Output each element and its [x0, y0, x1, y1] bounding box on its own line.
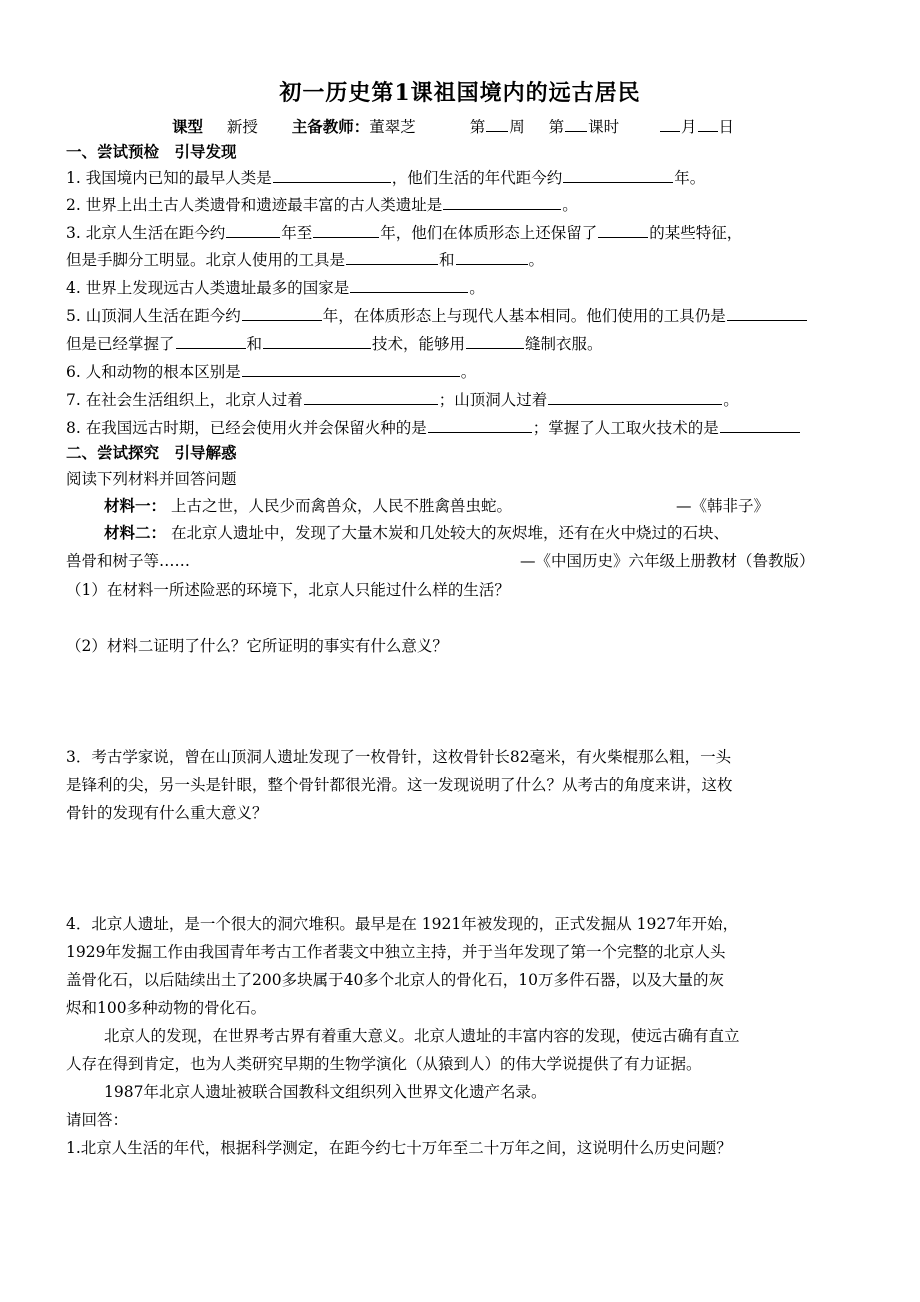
- q5b-blank-3[interactable]: [466, 333, 524, 349]
- teacher-value: 董翠芝: [369, 118, 416, 136]
- q8-blank-1[interactable]: [428, 417, 532, 433]
- page-title: 初一历史第1课祖国境内的远古居民: [279, 80, 641, 106]
- q2-blank-1[interactable]: [443, 194, 561, 210]
- reading-intro: 阅读下列材料并回答问题: [66, 470, 237, 488]
- q3-text-d: 的某些特征，: [649, 224, 743, 242]
- explore-question-1: （1）在材料一所述险恶的环境下，北京人只能过什么样的生活？: [66, 581, 510, 599]
- question-3-line-3: 骨针的发现有什么重大意义？: [66, 804, 268, 822]
- material-2-text: 在北京人遗址中，发现了大量木炭和几处较大的灰烬堆，还有在火中烧过的石块、: [166, 524, 729, 542]
- q3-blank-2[interactable]: [313, 222, 379, 238]
- week-blank[interactable]: [486, 116, 508, 132]
- question-7: [66, 389, 739, 411]
- section2-heading: 二、尝试探究 引导解惑: [66, 443, 237, 462]
- q5-text-b: 年，在体质形态上与现代人基本相同。他们使用的工具仍是: [322, 307, 726, 325]
- q8-text-b: ；掌握了人工取火技术的是: [532, 419, 719, 437]
- question-2: [66, 194, 578, 216]
- material-1: [104, 495, 512, 517]
- q3-text-c: 年，他们在体质形态上还保留了: [380, 224, 598, 242]
- type-label: 课型: [172, 117, 204, 136]
- q5-blank-2[interactable]: [727, 305, 807, 321]
- question-3-cont: [66, 249, 544, 271]
- passage-4-line-1: 4．北京人遗址，是一个很大的洞穴堆积。最早是在 1921年被发现的，正式发掘从 1927年开始，: [66, 915, 739, 933]
- final-question-1: 1.北京人生活的年代，根据科学测定，在距今约七十万年至二十万年之间，这说明什么历史问题？: [66, 1139, 732, 1157]
- q4-text-a: 4. 世界上发现远古人类遗址最多的国家是: [66, 279, 350, 297]
- material-2: [104, 522, 729, 544]
- q7-text-c: 。: [723, 391, 739, 409]
- q3b-text-c: 。: [528, 251, 545, 269]
- q5b-text-d: 缝制衣服。: [525, 335, 603, 353]
- q1-text-a: 1. 我国境内已知的最早人类是: [66, 169, 272, 187]
- question-5-cont: [66, 333, 603, 355]
- week-pre: 第: [469, 118, 486, 136]
- day-label: 日: [718, 118, 735, 136]
- q7-blank-2[interactable]: [548, 389, 722, 405]
- passage-4-line-4: 烬和100多种动物的骨化石。: [66, 999, 267, 1017]
- q3b-text-a: 但是手脚分工明显。北京人使用的工具是: [66, 251, 346, 269]
- material-2-label: 材料二：: [104, 523, 167, 542]
- question-3-line-1: 3．考古学家说，曾在山顶洞人遗址发现了一枚骨针，这枚骨针长82毫米，有火柴棍那么粗，一头: [66, 748, 732, 766]
- q4-blank-1[interactable]: [350, 277, 468, 293]
- q3b-blank-2[interactable]: [456, 249, 528, 265]
- period-blank[interactable]: [565, 116, 587, 132]
- q3-text-a: 3. 北京人生活在距今约: [66, 224, 226, 242]
- q4-text-b: 。: [469, 279, 485, 297]
- month-label: 月: [681, 118, 697, 136]
- q2-text-a: 2. 世界上出土古人类遗骨和遗迹最丰富的古人类遗址是: [66, 196, 443, 214]
- type-value: 新授: [226, 118, 258, 136]
- q5-blank-1[interactable]: [242, 305, 322, 321]
- week-post: 周: [509, 118, 525, 136]
- q5b-text-a: 但是已经掌握了: [66, 335, 175, 353]
- month-blank[interactable]: [660, 116, 680, 132]
- q5-text-a: 5. 山顶洞人生活在距今约: [66, 307, 241, 325]
- q3-blank-3[interactable]: [598, 222, 648, 238]
- question-6: [66, 361, 476, 383]
- q5b-blank-1[interactable]: [176, 333, 246, 349]
- explore-question-2: （2）材料二证明了什么？它所证明的事实有什么意义？: [66, 637, 448, 655]
- q7-text-a: 7. 在社会生活组织上，北京人过着: [66, 391, 303, 409]
- question-1: [66, 167, 705, 189]
- material-2-text-cont: 兽骨和树子等……: [66, 552, 191, 570]
- q1-blank-2[interactable]: [563, 167, 673, 183]
- passage-4-line-3: 盖骨化石，以后陆续出土了200多块属于40多个北京人的骨化石，10万多件石器，以及大量的灰: [66, 971, 725, 989]
- lesson-meta: [172, 116, 734, 138]
- q5b-blank-2[interactable]: [263, 333, 371, 349]
- passage-4-line-2: 1929年发掘工作由我国青年考古工作者裴文中独立主持，并于当年发现了第一个完整的北京人头: [66, 943, 726, 961]
- q7-text-b: ；山顶洞人过着: [438, 391, 548, 409]
- passage-para-2-line-2: 人存在得到肯定，也为人类研究早期的生物学演化（从猿到人）的伟大学说提供了有力证据。: [66, 1055, 702, 1073]
- question-4: [66, 277, 485, 299]
- q5b-text-c: 技术，能够用: [372, 335, 466, 353]
- passage-para-3: 1987年北京人遗址被联合国教科文组织列入世界文化遗产名录。: [104, 1083, 547, 1101]
- q1-blank-1[interactable]: [273, 167, 391, 183]
- question-5: [66, 305, 808, 327]
- q3-blank-1[interactable]: [226, 222, 280, 238]
- period-post: 课时: [588, 118, 620, 136]
- q2-text-b: 。: [562, 196, 578, 214]
- answer-prompt: 请回答：: [66, 1111, 129, 1129]
- question-8: [66, 417, 801, 439]
- q6-text-b: 。: [460, 363, 477, 381]
- q6-text-a: 6. 人和动物的根本区别是: [66, 363, 241, 381]
- question-3-line-2: 是锋利的尖，另一头是针眼，整个骨针都很光滑。这一发现说明了什么？从考古的角度来讲，这枚: [66, 776, 733, 794]
- q5b-text-b: 和: [246, 335, 263, 353]
- material-1-text: 上古之世，人民少而禽兽众，人民不胜禽兽虫蛇。: [166, 497, 512, 515]
- passage-para-2-line-1: 北京人的发现，在世界考古界有着重大意义。北京人遗址的丰富内容的发现，使远古确有直立: [104, 1027, 740, 1045]
- q3-text-b: 年至: [281, 224, 313, 242]
- q8-text-a: 8. 在我国远古时期，已经会使用火并会保留火种的是: [66, 419, 427, 437]
- q8-blank-2[interactable]: [720, 417, 800, 433]
- section1-heading: 一、尝试预检 引导发现: [66, 142, 237, 161]
- period-pre: 第: [548, 118, 565, 136]
- q3b-blank-1[interactable]: [346, 249, 438, 265]
- q7-blank-1[interactable]: [304, 389, 438, 405]
- day-blank[interactable]: [698, 116, 718, 132]
- material-2-source: —《中国历史》六年级上册教材（鲁教版）: [520, 552, 815, 570]
- question-3: [66, 222, 742, 244]
- q6-blank-1[interactable]: [242, 361, 460, 377]
- q3b-text-b: 和: [439, 251, 455, 269]
- material-1-source: —《韩非子》: [676, 497, 770, 515]
- teacher-label: 主备教师：: [291, 117, 370, 136]
- q1-text-c: 年。: [674, 169, 706, 187]
- q1-text-b: ，他们生活的年代距今约: [391, 169, 563, 187]
- material-1-label: 材料一：: [104, 496, 167, 515]
